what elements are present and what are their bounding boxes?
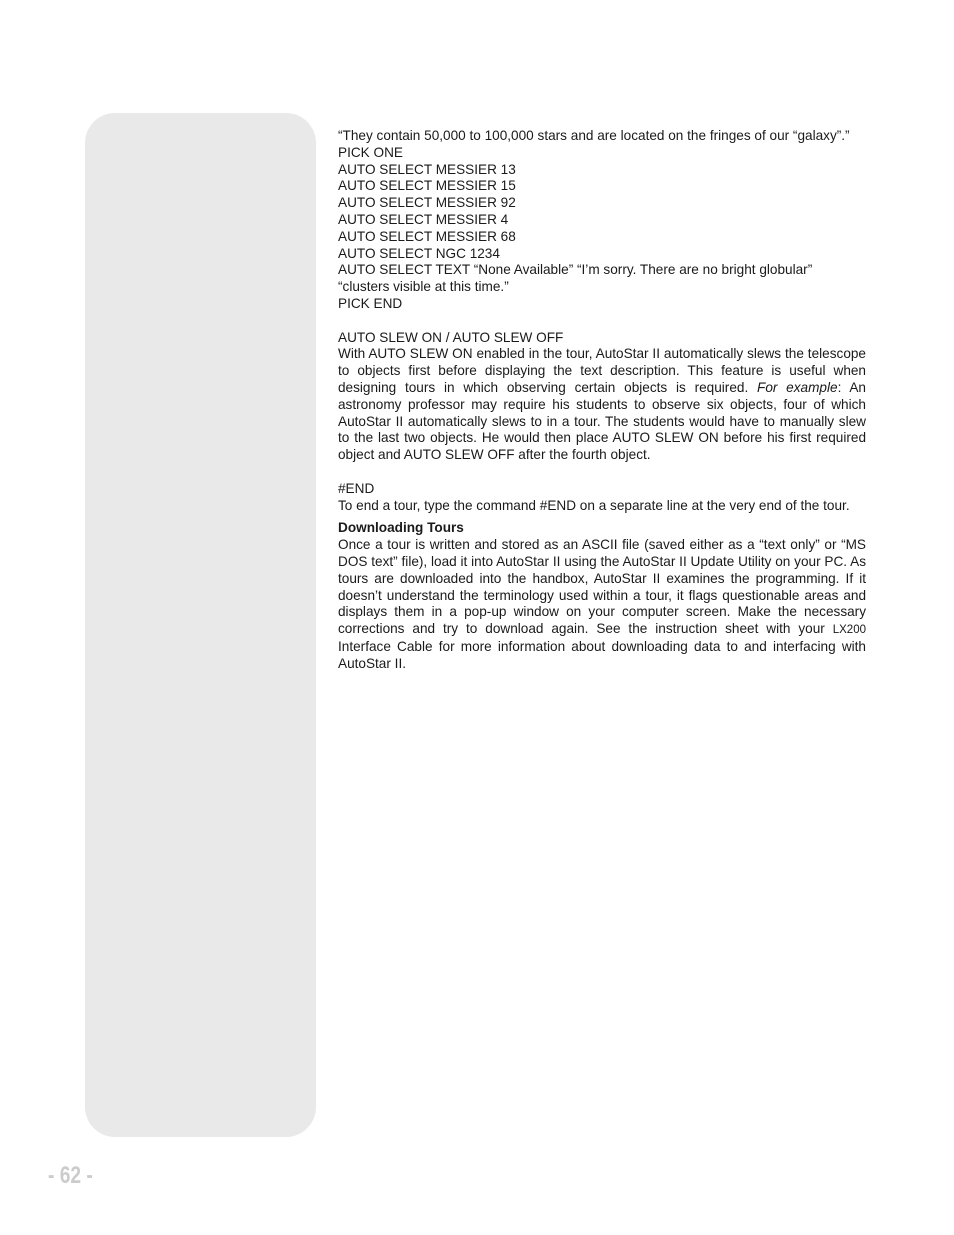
end-command-description: To end a tour, type the command #END on a separate line at the very end of the tour. <box>338 497 850 513</box>
auto-slew-command: AUTO SLEW ON / AUTO SLEW OFF <box>338 329 564 345</box>
tour-line: AUTO SELECT MESSIER 68 <box>338 228 516 244</box>
tour-listing <box>338 128 866 313</box>
tour-line: AUTO SELECT MESSIER 4 <box>338 211 509 227</box>
end-command-section <box>338 481 866 515</box>
tour-line: AUTO SELECT MESSIER 15 <box>338 178 516 194</box>
downloading-text-continued: Interface Cable for more information about downloading data to and interfacing with AutoStar II. <box>338 638 866 671</box>
example-label: For example <box>757 379 838 395</box>
tour-line: AUTO SELECT TEXT “None Available” “I’m sorry. There are no bright globular” <box>338 262 813 278</box>
downloading-tours-section <box>338 520 866 672</box>
main-content <box>338 128 866 673</box>
downloading-tours-paragraph <box>338 537 866 672</box>
tour-line: AUTO SELECT NGC 1234 <box>338 245 500 261</box>
auto-slew-paragraph <box>338 346 866 464</box>
auto-slew-text-continued: : An astronomy professor may require his students to observe six objects, four of which AutoStar II automatically slews to in a tour. The students would have to manually slew to the last two objects. He would then place AUTO SLEW ON before his first required object and AUTO SLEW OFF after the fourth object. <box>338 379 866 463</box>
tour-line: PICK ONE <box>338 144 403 160</box>
auto-slew-text: With AUTO SLEW ON enabled in the tour, AutoStar II automatically slews the telescope to objects first before displaying the text description. This feature is useful when designing tours in which observing certain objects is required. <box>338 346 866 395</box>
end-command: #END <box>338 480 375 496</box>
tour-line: AUTO SELECT MESSIER 92 <box>338 195 516 211</box>
tour-line: “They contain 50,000 to 100,000 stars and are located on the fringes of our “galaxy”.” <box>338 128 850 143</box>
auto-slew-section <box>338 330 866 464</box>
sidebar-panel <box>85 113 316 1137</box>
tour-line: PICK END <box>338 295 403 311</box>
model-name: LX200 <box>832 624 866 637</box>
downloading-text: Once a tour is written and stored as an ASCII file (saved either as a “text only” or “MS DOS text” file), load it into AutoStar II using the AutoStar II Update Utility on your PC. As tours are downloaded into the handbox, AutoStar II examines the programming. If it doesn’t understand the terminology used within a tour, it flags questionable areas and displays them in a pop-up window on your computer screen. Make the necessary corrections and try to download again. See the instruction sheet with your <box>338 537 866 637</box>
section-heading: Downloading Tours <box>338 520 464 536</box>
tour-line: “clusters visible at this time.” <box>338 279 509 295</box>
tour-line: AUTO SELECT MESSIER 13 <box>338 161 516 177</box>
page-number: - 62 - <box>48 1162 93 1189</box>
